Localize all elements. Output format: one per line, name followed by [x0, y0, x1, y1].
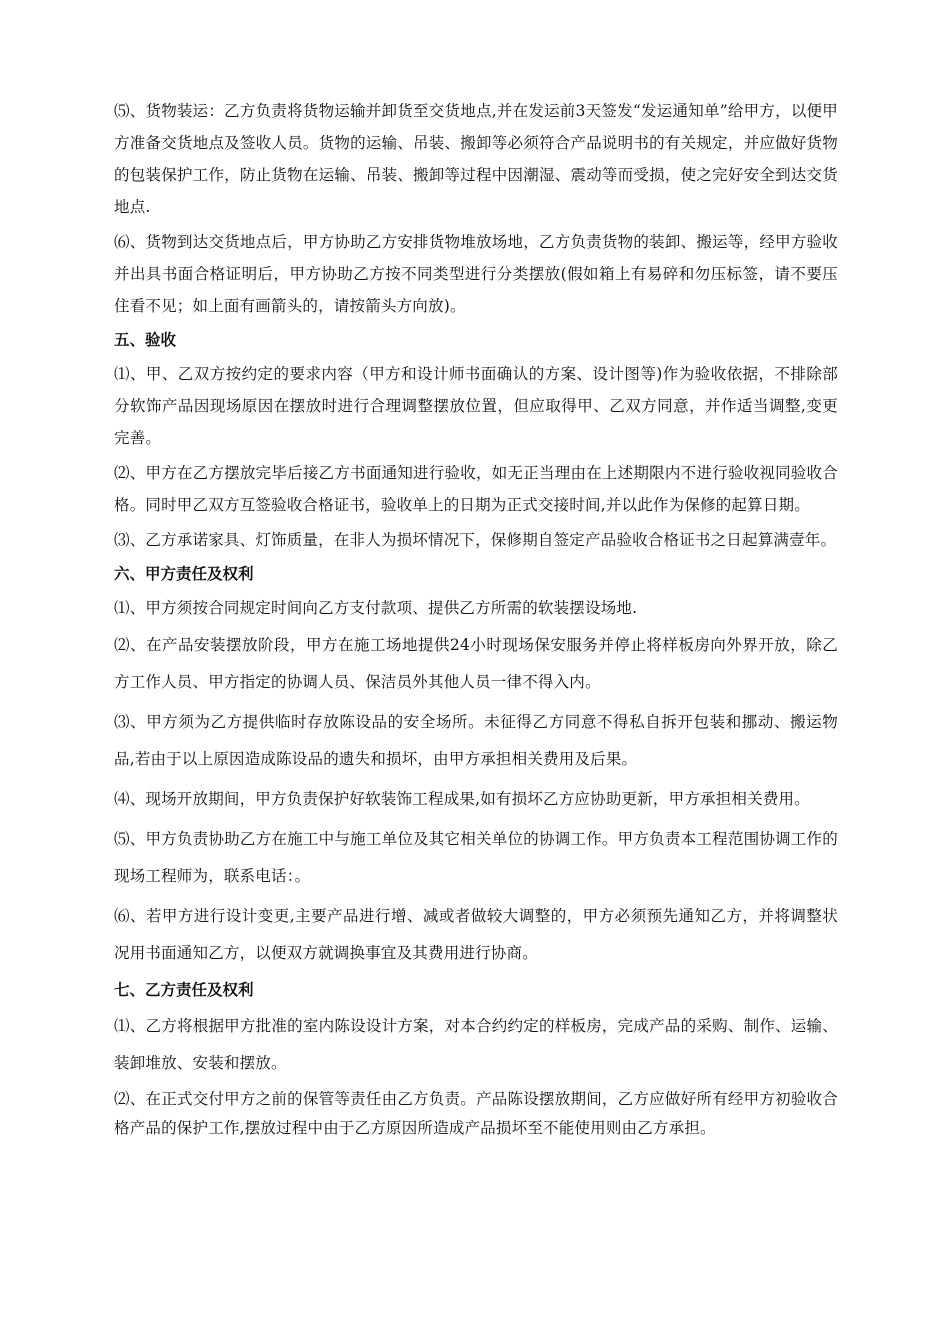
clause-6-3: ⑶、甲方须为乙方提供临时存放陈设品的安全场所。未征得乙方同意不得私自拆开包装和挪动、搬运物品,若由于以上原因造成陈设品的遗失和损坏，由甲方承担相关费用及后果。 [114, 713, 838, 768]
clause-5-2: ⑵、甲方在乙方摆放完毕后接乙方书面通知进行验收，如无正当理由在上述期限内不进行验收视同验收合格。同时甲乙双方互签验收合格证书，验收单上的日期为正式交接时间,并以此作为保修的起算日期。 [114, 464, 838, 514]
clause-4-5: ⑸、货物装运：乙方负责将货物运输并卸货至交货地点,并在发运前3天签发“发运通知单”给甲方，以便甲方准备交货地点及签收人员。货物的运输、吊装、搬卸等必须符合产品说明书的有关规定，并应做好货物的包装保护工作，防止货物在运输、吊装、搬卸等过程中因潮湿、震动等而受损，使之完好安全到达交货地点. [114, 102, 838, 216]
clause-6-2: ⑵、在产品安装摆放阶段，甲方在施工场地提供24小时现场保安服务并停止将样板房向外界开放，除乙方工作人员、甲方指定的协调人员、保洁员外其他人员一律不得入内。 [114, 636, 838, 691]
clause-5-3: ⑶、乙方承诺家具、灯饰质量，在非人为损坏情况下，保修期自签定产品验收合格证书之日起算满壹年。 [114, 531, 837, 549]
clause-6-1: ⑴、甲方须按合同规定时间向乙方支付款项、提供乙方所需的软装摆设场地. [114, 599, 638, 617]
clause-6-4: ⑷、现场开放期间，甲方负责保护好软装饰工程成果,如有损坏乙方应协助更新，甲方承担相关费用。 [114, 790, 810, 808]
clause-6-5: ⑸、甲方负责协助乙方在施工中与施工单位及其它相关单位的协调工作。甲方负责本工程范围协调工作的现场工程师为，联系电话：。 [114, 830, 838, 885]
section-6-heading: 六、甲方责任及权利 [114, 564, 254, 583]
clause-4-6: ⑹、货物到达交货地点后，甲方协助乙方安排货物堆放场地，乙方负责货物的装卸、搬运等，经甲方验收并出具书面合格证明后，甲方协助乙方按不同类型进行分类摆放(假如箱上有易碎和勿压标签，请不要压住看不见；如上面有画箭头的，请按箭头方向放)。 [114, 233, 838, 315]
clause-7-2: ⑵、在正式交付甲方之前的保管等责任由乙方负责。产品陈设摆放期间，乙方应做好所有经甲方初验收合格产品的保护工作,摆放过程中由于乙方原因所造成产品损坏至不能使用则由乙方承担。 [114, 1090, 838, 1137]
clause-7-1: ⑴、乙方将根据甲方批准的室内陈设设计方案，对本合约约定的样板房，完成产品的采购、制作、运输、装卸堆放、安装和摆放。 [114, 1017, 838, 1072]
section-5-heading: 五、验收 [114, 330, 177, 349]
clause-5-1: ⑴、甲、乙双方按约定的要求内容（甲方和设计师书面确认的方案、设计图等)作为验收依据，不排除部分软饰产品因现场原因在摆放时进行合理调整摆放位置，但应取得甲、乙双方同意，并作适当调整,变更完善。 [114, 365, 838, 447]
section-7-heading: 七、乙方责任及权利 [114, 980, 254, 999]
document-page [114, 95, 838, 1146]
clause-6-6: ⑹、若甲方进行设计变更,主要产品进行增、减或者做较大调整的，甲方必须预先通知乙方，并将调整状况用书面通知乙方，以便双方就调换事宜及其费用进行协商。 [114, 907, 838, 962]
